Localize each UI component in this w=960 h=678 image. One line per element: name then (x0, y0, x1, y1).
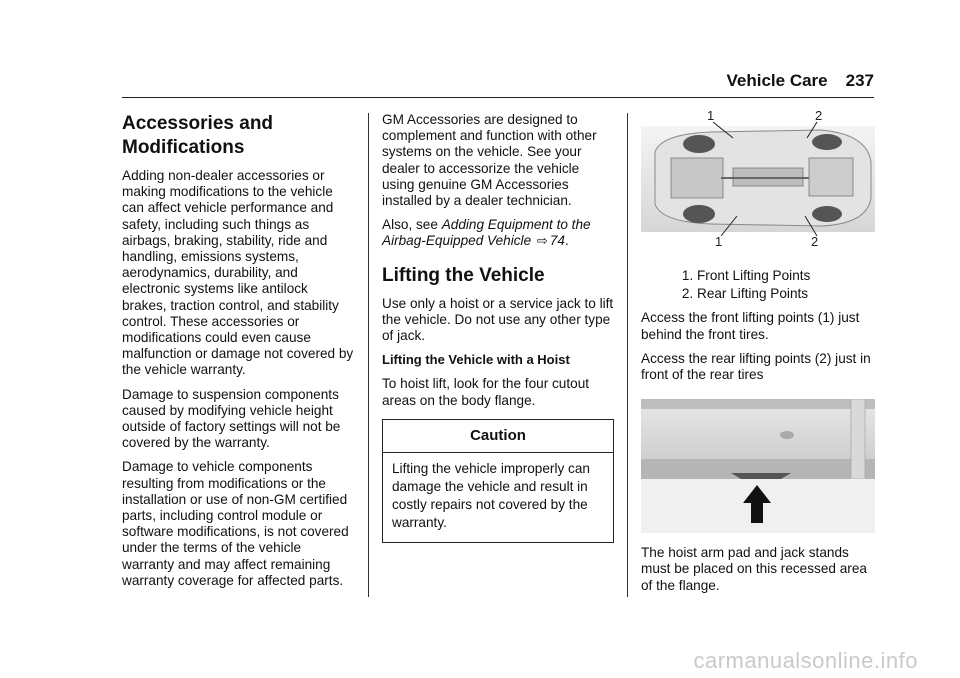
callout-rear-top: 2 (815, 108, 823, 123)
flange-closeup-figure (641, 399, 875, 533)
also-see-paragraph: Also, see Adding Equipment to the Airbag-Equipped Vehicle ⇨ 74. (382, 217, 591, 249)
paragraph: The hoist arm pad and jack stands must be placed on this recessed area of the flange. (641, 545, 867, 593)
paragraph: Use only a hoist or a service jack to lift the vehicle. Do not use any other type of jack. (382, 295, 614, 344)
column-divider-1 (368, 113, 369, 597)
underbody-illustration (641, 112, 875, 262)
paragraph: Adding non-dealer accessories or making modifications to the vehicle can affect vehicle performance and safety, including such things as airbags, braking, stability, ride and handling, emissions systems, aerodynamics, durability, and electronic systems like antilock brakes, traction control, and stability control. These accessories or modifications could even cause malfunction or damage not covered by the vehicle warranty. (122, 168, 354, 378)
paragraph: Access the rear lifting points (2) just in front of the rear tires (641, 350, 871, 383)
page-header (727, 71, 875, 91)
page-number: 237 (845, 71, 874, 90)
column-2 (382, 112, 614, 543)
column-3 (641, 108, 875, 602)
figure-legend (641, 268, 875, 302)
column-1 (122, 112, 354, 597)
column-divider-2 (627, 113, 628, 597)
paragraph: Damage to vehicle components resulting from modifications or the installation or use of non-GM certified parts, including control module or software modifications, is not covered under the terms of the vehicle warranty and may affect remaining warranty coverage for affected parts. (122, 459, 349, 588)
paragraph: Access the front lifting points (1) just behind the front tires. (641, 310, 860, 342)
caution-title: Caution (383, 420, 613, 453)
callout-front-bottom: 1 (715, 234, 723, 249)
vehicle-underbody-figure (641, 108, 875, 262)
section-title: Vehicle Care (726, 71, 828, 90)
legend-item: 2. Rear Lifting Points (697, 286, 875, 302)
paragraph: Damage to suspension components caused by modifying vehicle height outside of factory settings will not be covered by the warranty. (122, 386, 341, 451)
paragraph: GM Accessories are designed to complement and function with other systems on the vehicle. See your dealer to accessorize the vehicle using genuine GM Accessories installed by a dealer technician. (382, 112, 597, 209)
section-heading-accessories: Accessories and Modifications (122, 113, 274, 158)
caution-box (382, 419, 614, 543)
cross-reference-link[interactable]: Adding Equipment to the Airbag-Equipped Vehicle (382, 217, 591, 249)
callout-front-top: 1 (707, 108, 715, 123)
header-rule (122, 97, 874, 98)
watermark: carmanualsonline.info (693, 648, 918, 673)
legend-item: 1. Front Lifting Points (697, 268, 875, 284)
subheading-hoist: Lifting the Vehicle with a Hoist (382, 352, 570, 368)
section-heading-lifting: Lifting the Vehicle (382, 264, 545, 286)
paragraph: To hoist lift, look for the four cutout areas on the body flange. (382, 376, 590, 408)
page-reference-icon: ⇨ (536, 233, 548, 249)
cross-reference-page[interactable]: 74 (549, 233, 565, 249)
callout-rear-bottom: 2 (811, 234, 819, 249)
caution-body: Lifting the vehicle improperly can damage the vehicle and result in costly repairs not covered by the warranty. (392, 461, 590, 531)
flange-illustration (641, 399, 875, 533)
